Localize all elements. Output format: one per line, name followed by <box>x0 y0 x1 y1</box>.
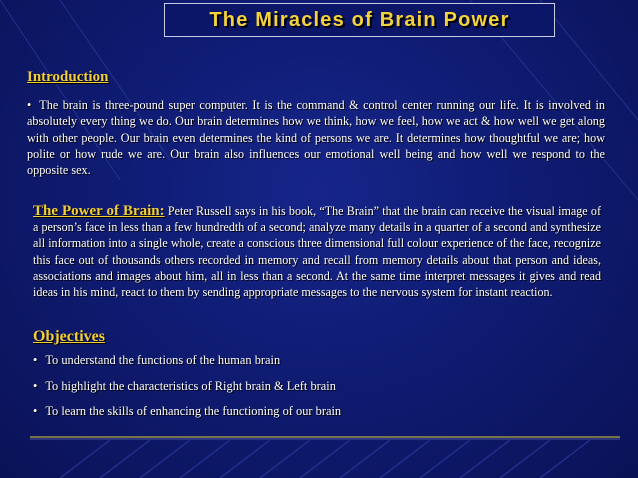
objective-item <box>33 379 336 394</box>
objective-text: To highlight the characteristics of Right brain & Left brain <box>45 379 336 393</box>
objective-item <box>33 404 341 419</box>
bullet-icon: • <box>33 404 38 418</box>
power-of-brain-text: Peter Russell says in his book, “The Brain” that the brain can receive the visual image of a person’s face in less than a few hundredth of a second; analyze many details in a quarter of a second and synthesize all information into a single whole, create a conscious three dimensional full colour experience of the face, recognize this face out of thousands others recorded in memory and recall from memory details about that person and ideas, associations and images about him, all in less than a second. At the same time interpret messages it gives and read ideas in his mind, react to them by sending appropriate messages to the nervous system for instant reaction. <box>33 204 601 300</box>
objective-item <box>33 353 280 368</box>
introduction-text: The brain is three-pound super computer. It is the command & control center running our life. It is involved in absolutely every thing we do. Our brain determines how we think, how we feel, how we act & how well we get along with other people. Our brain even determines the kind of persons we are. It determines how thoughtful we are; how polite or how rude we are. Our brain also influences our emotional well being and how well we respond to the opposite sex. <box>27 98 605 178</box>
bullet-icon: • <box>33 379 38 393</box>
power-of-brain-heading: The Power of Brain: <box>33 203 165 219</box>
bullet-icon: • <box>27 98 32 112</box>
objective-text: To understand the functions of the human brain <box>45 353 281 367</box>
introduction-heading: Introduction <box>27 69 109 85</box>
slide-title: The Miracles of Brain Power <box>209 8 510 31</box>
power-of-brain-paragraph <box>33 203 601 300</box>
objectives-heading: Objectives <box>33 328 105 345</box>
objective-text: To learn the skills of enhancing the functioning of our brain <box>45 404 342 418</box>
introduction-paragraph <box>27 97 605 178</box>
title-box <box>164 3 555 37</box>
bullet-icon: • <box>33 353 38 367</box>
